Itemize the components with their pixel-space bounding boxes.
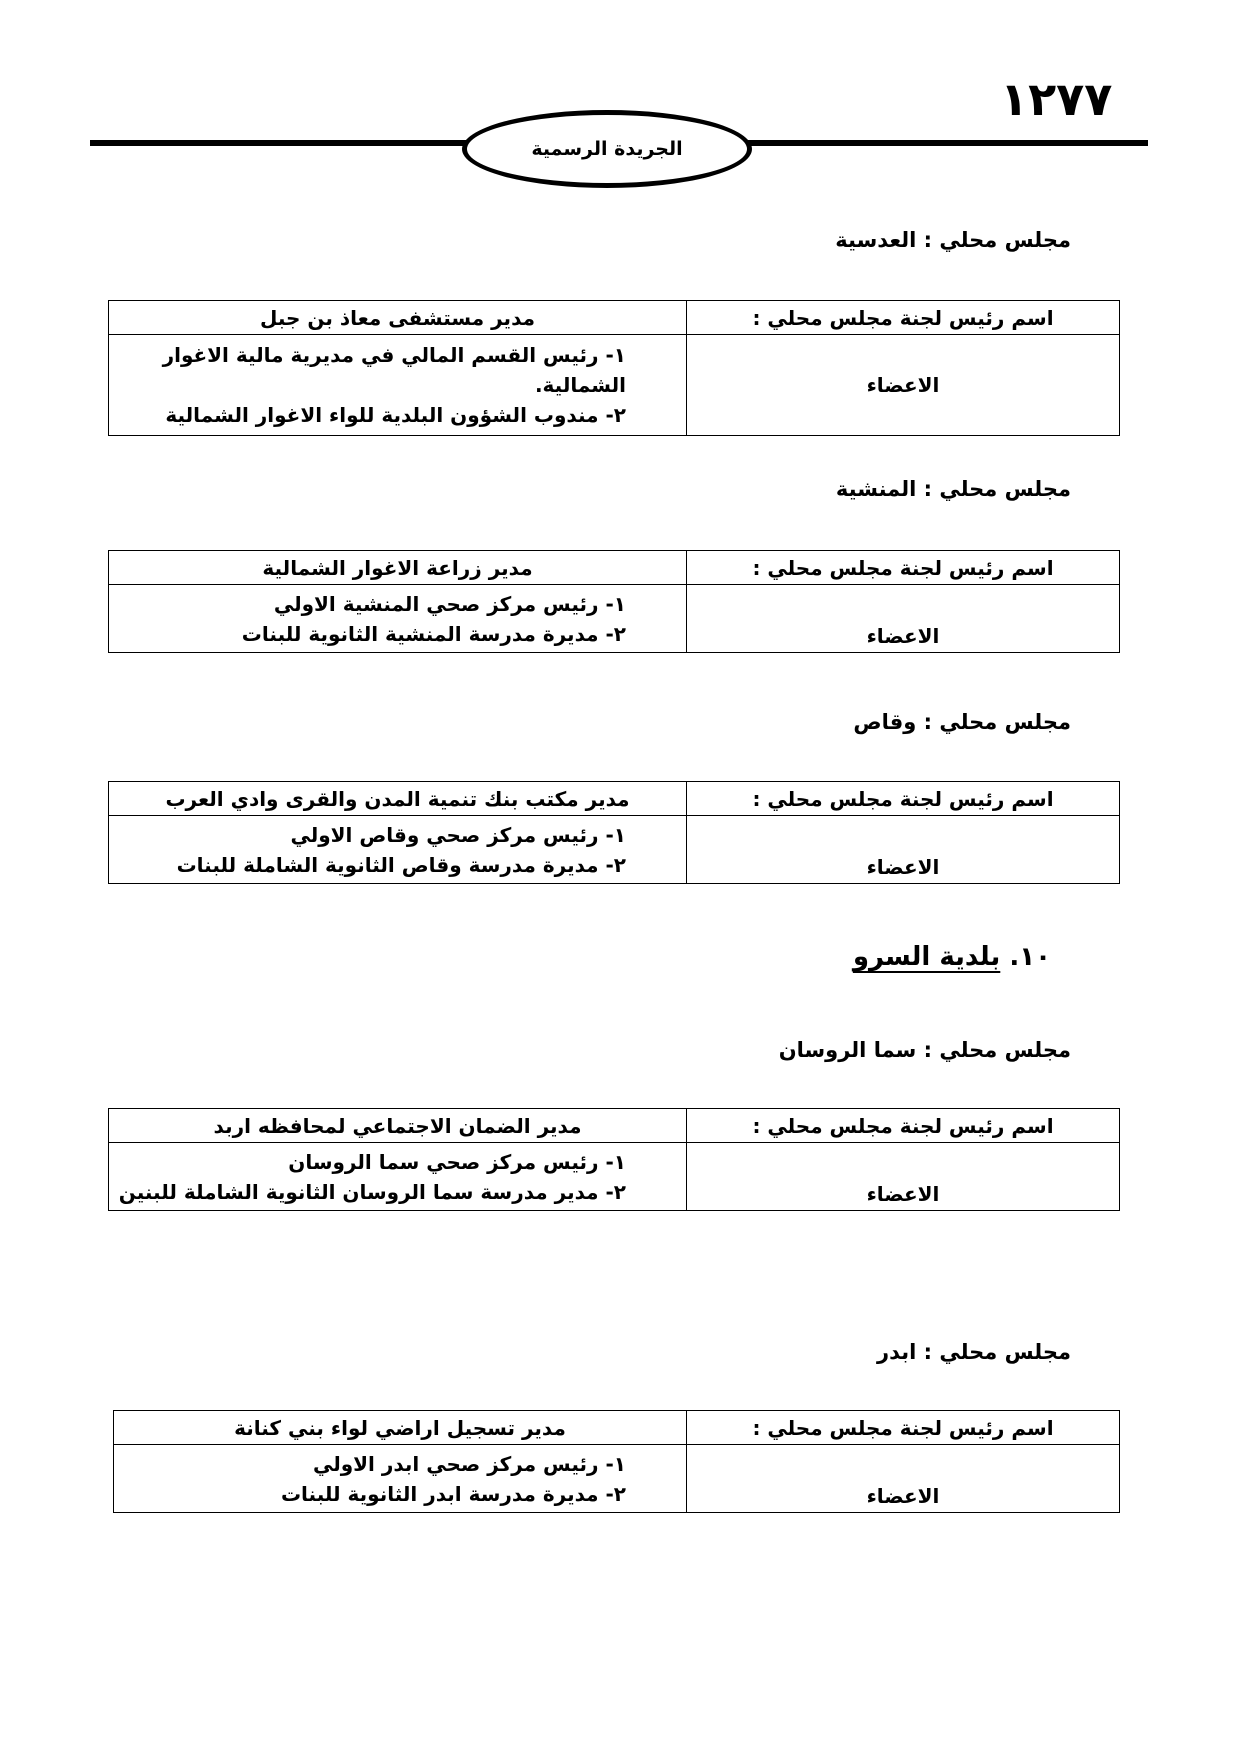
chair-value: مدير الضمان الاجتماعي لمحافظه اربد — [109, 1109, 687, 1143]
members-list — [109, 335, 687, 436]
members-label: الاعضاء — [687, 816, 1120, 884]
members-row — [109, 585, 1120, 653]
chair-label: اسم رئيس لجنة مجلس محلي : — [687, 782, 1120, 816]
council-table — [108, 300, 1120, 436]
members-list — [114, 1445, 687, 1513]
council-table — [108, 550, 1120, 653]
chair-label: اسم رئيس لجنة مجلس محلي : — [687, 1109, 1120, 1143]
member-item: ١- رئيس القسم المالي في مديرية مالية الاغوار — [162, 343, 626, 367]
page-number: ١٢٧٧ — [1000, 72, 1113, 126]
chair-row — [109, 301, 1120, 335]
member-item: ٢- مديرة مدرسة ابدر الثانوية للبنات — [280, 1481, 626, 1506]
chair-row — [109, 551, 1120, 585]
council-table — [108, 1108, 1120, 1211]
header-oval — [462, 110, 752, 188]
gazette-title: الجريدة الرسمية — [531, 138, 683, 160]
members-label: الاعضاء — [687, 1445, 1120, 1513]
chair-row — [109, 1109, 1120, 1143]
chair-value: مدير تسجيل اراضي لواء بني كنانة — [114, 1411, 687, 1445]
members-label: الاعضاء — [687, 585, 1120, 653]
chair-value: مدير زراعة الاغوار الشمالية — [109, 551, 687, 585]
members-row — [109, 1143, 1120, 1211]
member-item: ١- رئيس مركز صحي المنشية الاولي — [273, 591, 626, 616]
members-row — [109, 816, 1120, 884]
council-heading: مجلس محلي : المنشية — [835, 477, 1071, 501]
council-heading: مجلس محلي : العدسية — [835, 228, 1071, 252]
chair-label: اسم رئيس لجنة مجلس محلي : — [687, 1411, 1120, 1445]
member-item: ٢- مديرة مدرسة وقاص الثانوية الشاملة للبنات — [176, 852, 626, 877]
council-heading: مجلس محلي : سما الروسان — [778, 1038, 1071, 1062]
members-row — [109, 335, 1120, 436]
council-heading: مجلس محلي : وقاص — [853, 710, 1071, 734]
member-item: ٢- مديرة مدرسة المنشية الثانوية للبنات — [241, 621, 626, 646]
member-item: الشمالية. — [534, 373, 626, 397]
member-item: ٢- مندوب الشؤون البلدية للواء الاغوار الشمالية — [165, 403, 626, 427]
member-item: ١- رئيس مركز صحي ابدر الاولي — [312, 1451, 626, 1476]
members-list — [109, 585, 687, 653]
members-list — [109, 1143, 687, 1211]
members-label: الاعضاء — [687, 1143, 1120, 1211]
chair-row — [114, 1411, 1120, 1445]
chair-value: مدير مستشفى معاذ بن جبل — [109, 301, 687, 335]
members-list — [109, 816, 687, 884]
members-row — [114, 1445, 1120, 1513]
council-table — [108, 781, 1120, 884]
municipality-heading — [853, 942, 1051, 972]
council-heading: مجلس محلي : ابدر — [877, 1340, 1071, 1364]
council-table — [113, 1410, 1120, 1513]
municipality-number: ١٠. — [1009, 942, 1051, 972]
municipality-name: بلدية السرو — [852, 942, 1001, 972]
member-item: ١- رئيس مركز صحي سما الروسان — [288, 1149, 626, 1174]
member-item: ١- رئيس مركز صحي وقاص الاولي — [290, 822, 626, 847]
chair-label: اسم رئيس لجنة مجلس محلي : — [687, 551, 1120, 585]
chair-value: مدير مكتب بنك تنمية المدن والقرى وادي العرب — [109, 782, 687, 816]
chair-label: اسم رئيس لجنة مجلس محلي : — [687, 301, 1120, 335]
members-label: الاعضاء — [687, 335, 1120, 436]
chair-row — [109, 782, 1120, 816]
member-item: ٢- مدير مدرسة سما الروسان الثانوية الشاملة للبنين — [118, 1179, 626, 1204]
